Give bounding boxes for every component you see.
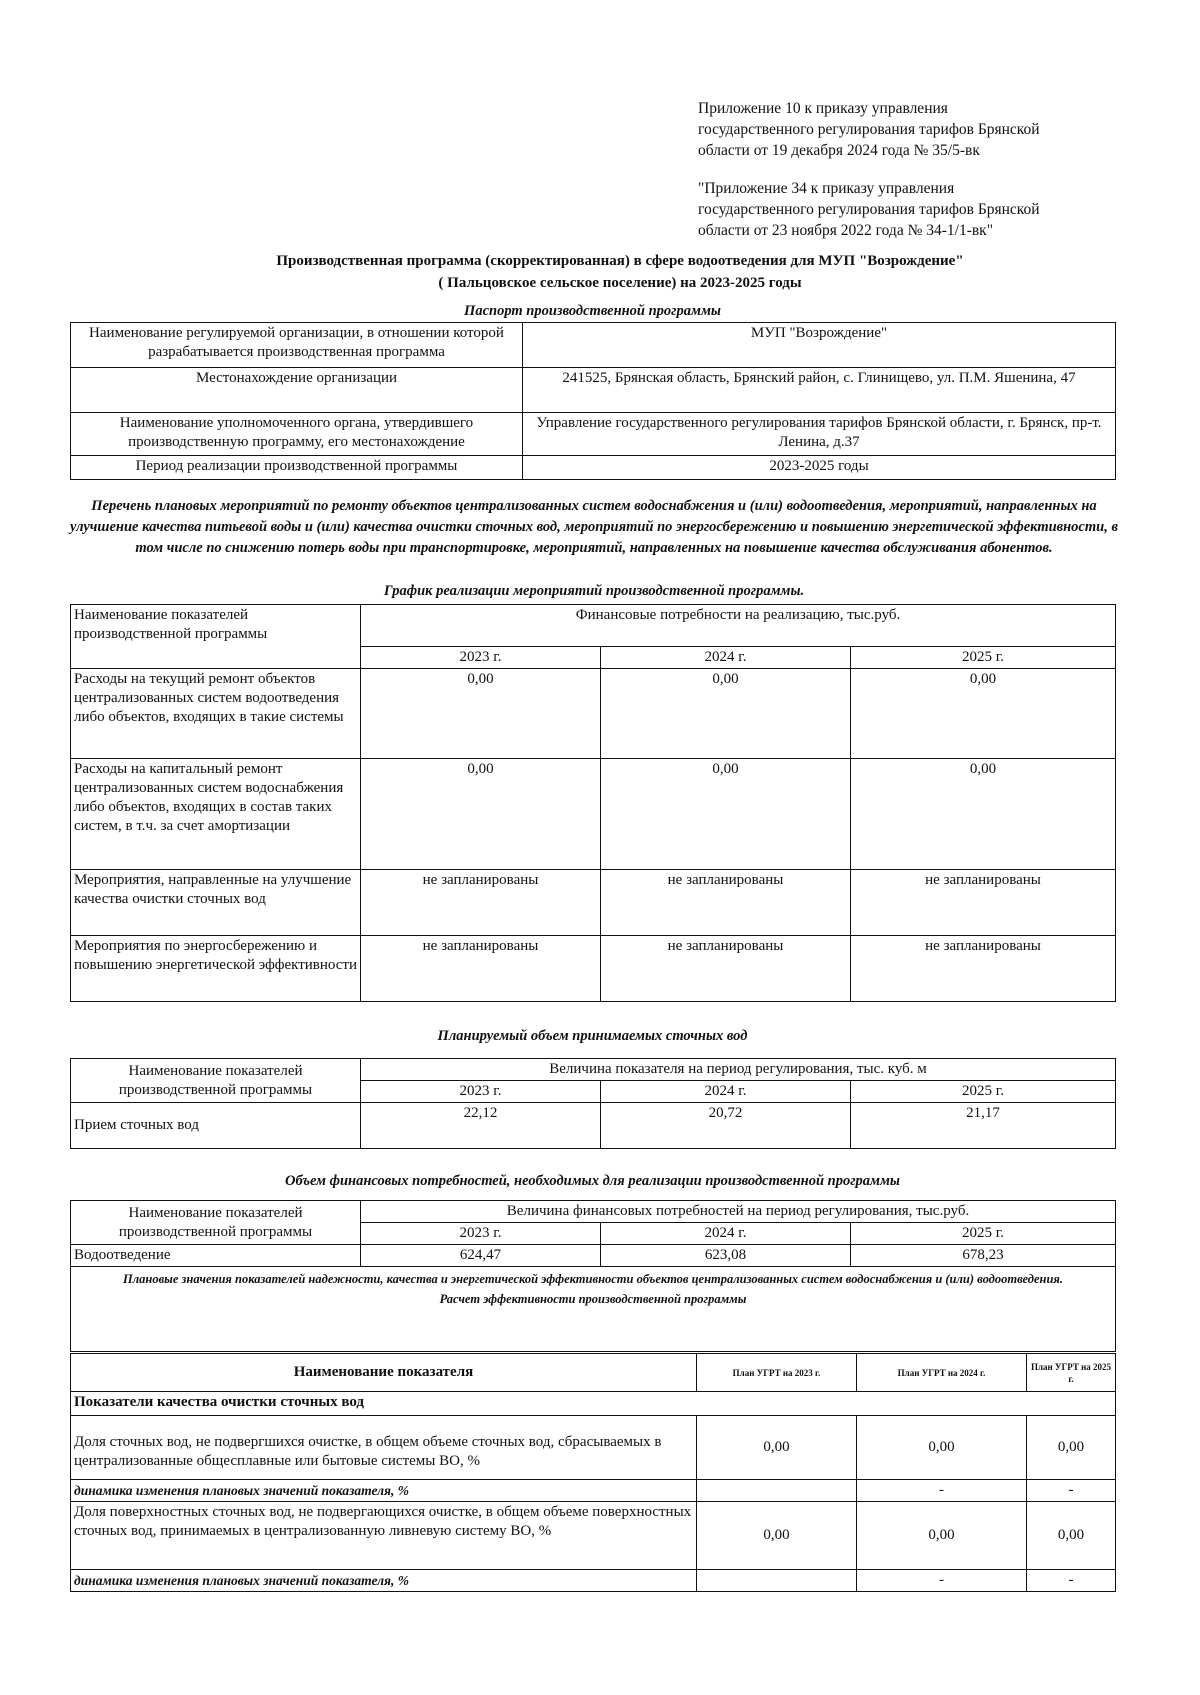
finance-cell: 678,23: [851, 1245, 1116, 1267]
appendix-34-line: государственного регулирования тарифов Брянской: [698, 201, 1040, 218]
finance-year-2025: 2025 г.: [851, 1223, 1116, 1245]
dynamics-cell: -: [857, 1480, 1027, 1502]
appendix-10-note: [698, 98, 1040, 161]
indicator-cell: 0,00: [697, 1502, 857, 1570]
passport-period-label: Период реализации производственной программы: [71, 456, 523, 480]
measures-heading: Перечень плановых мероприятий по ремонту объектов централизованных систем водоснабжения и (или) водоотведения, мероприятий, направленных на улучшение качества питьевой воды и (или) качества очистки сточных вод, мероприятий по энергосбережению и повышению энергетической эффективности, в том числе по снижению потерь воды при транспортировке, мероприятий, направленных на повышение качества обслуживания абонентов.: [70, 498, 1118, 556]
dynamics-row-label: динамика изменения плановых значений показателя, %: [71, 1480, 697, 1502]
schedule-row-label: Мероприятия, направленные на улучшение качества очистки сточных вод: [71, 870, 361, 936]
volume-cell: 20,72: [601, 1103, 851, 1149]
passport-table: [70, 322, 1116, 480]
passport-org-value: МУП "Возрождение": [523, 323, 1116, 368]
volume-table: [70, 1058, 1116, 1149]
finance-heading: Объем финансовых потребностей, необходимых для реализации производственной программы: [285, 1173, 900, 1189]
calc-heading: Расчет эффективности производственной программы: [439, 1292, 747, 1306]
volume-header-value: Величина показателя на период регулирования, тыс. куб. м: [361, 1059, 1116, 1081]
indicators-header-2024: План УГРТ на 2024 г.: [857, 1354, 1027, 1392]
indicator-cell: 0,00: [857, 1416, 1027, 1480]
schedule-table: [70, 604, 1116, 1002]
passport-location-value: 241525, Брянская область, Брянский район, с. Глинищево, ул. П.М. Яшенина, 47: [523, 368, 1116, 413]
plan-heading-cell: [71, 1267, 1116, 1352]
passport-org-label: Наименование регулируемой организации, в отношении которой разрабатывается производственная программа: [71, 323, 523, 368]
plan-heading: Плановые значения показателей надежности, качества и энергетической эффективности объектов централизованных систем водоснабжения и (или) водоотведения.: [123, 1272, 1063, 1286]
indicator-cell: 0,00: [1027, 1416, 1116, 1480]
schedule-year-2025: 2025 г.: [851, 647, 1116, 669]
finance-table: [70, 1200, 1116, 1352]
indicator-row-label: Доля поверхностных сточных вод, не подвергающихся очистке, в общем объеме поверхностных сточных вод, принимаемых в централизованную ливневую систему ВО, %: [71, 1502, 697, 1570]
passport-authority-value: Управление государственного регулирования тарифов Брянской области, г. Брянск, пр-т. Ленина, д.37: [523, 413, 1116, 456]
volume-year-2025: 2025 г.: [851, 1081, 1116, 1103]
appendix-10-line: государственного регулирования тарифов Брянской: [698, 121, 1040, 138]
schedule-cell: не запланированы: [361, 936, 601, 1002]
indicators-header-name: Наименование показателя: [71, 1354, 697, 1392]
schedule-header-name: Наименование показателей производственной программы: [71, 605, 361, 669]
passport-heading: Паспорт производственной программы: [464, 303, 721, 319]
dynamics-cell: -: [1027, 1480, 1116, 1502]
schedule-cell: не запланированы: [361, 870, 601, 936]
dynamics-cell: -: [857, 1570, 1027, 1592]
document-title-line1: Производственная программа (скорректированная) в сфере водоотведения для МУП "Возрождение": [276, 253, 964, 269]
finance-header-name: Наименование показателей производственной программы: [71, 1201, 361, 1245]
passport-authority-label: Наименование уполномоченного органа, утвердившего производственную программу, его местонахождение: [71, 413, 523, 456]
schedule-cell: 0,00: [361, 669, 601, 759]
finance-row-label: Водоотведение: [71, 1245, 361, 1267]
indicator-cell: 0,00: [1027, 1502, 1116, 1570]
volume-year-2024: 2024 г.: [601, 1081, 851, 1103]
finance-cell: 623,08: [601, 1245, 851, 1267]
indicator-cell: 0,00: [857, 1502, 1027, 1570]
indicators-header-2023: План УГРТ на 2023 г.: [697, 1354, 857, 1392]
finance-header-value: Величина финансовых потребностей на период регулирования, тыс.руб.: [361, 1201, 1116, 1223]
indicators-section-title: Показатели качества очистки сточных вод: [71, 1392, 1116, 1416]
schedule-cell: не запланированы: [851, 870, 1116, 936]
volume-cell: 21,17: [851, 1103, 1116, 1149]
schedule-year-2024: 2024 г.: [601, 647, 851, 669]
indicator-row-label: Доля сточных вод, не подвергшихся очистке, в общем объеме сточных вод, сбрасываемых в централизованные общесплавные или бытовые системы ВО, %: [71, 1416, 697, 1480]
dynamics-cell: [697, 1480, 857, 1502]
appendix-10-line: Приложение 10 к приказу управления: [698, 100, 948, 117]
document-title-line2: ( Пальцовское сельское поселение) на 2023-2025 годы: [438, 275, 802, 291]
volume-header-name: Наименование показателей производственной программы: [71, 1059, 361, 1103]
indicator-cell: 0,00: [697, 1416, 857, 1480]
passport-location-label: Местонахождение организации: [71, 368, 523, 413]
schedule-row-label: Расходы на текущий ремонт объектов централизованных систем водоотведения либо объектов, входящих в такие системы: [71, 669, 361, 759]
appendix-34-line: области от 23 ноября 2022 года № 34-1/1-вк": [698, 222, 994, 239]
schedule-cell: не запланированы: [601, 870, 851, 936]
schedule-heading: График реализации мероприятий производственной программы.: [383, 583, 805, 599]
volume-row-label: Прием сточных вод: [71, 1103, 361, 1149]
appendix-34-line: "Приложение 34 к приказу управления: [698, 180, 955, 197]
schedule-row-label: Расходы на капитальный ремонт централизованных систем водоснабжения либо объектов, входящих в состав таких систем, в т.ч. за счет амортизации: [71, 759, 361, 870]
volume-heading: Планируемый объем принимаемых сточных вод: [437, 1028, 748, 1044]
volume-cell: 22,12: [361, 1103, 601, 1149]
finance-year-2023: 2023 г.: [361, 1223, 601, 1245]
schedule-cell: 0,00: [851, 669, 1116, 759]
schedule-year-2023: 2023 г.: [361, 647, 601, 669]
appendix-10-line: области от 19 декабря 2024 года № 35/5-вк: [698, 142, 980, 159]
passport-period-value: 2023-2025 годы: [523, 456, 1116, 480]
schedule-header-finance: Финансовые потребности на реализацию, тыс.руб.: [361, 605, 1116, 647]
indicators-header-2025: План УГРТ на 2025 г.: [1027, 1354, 1116, 1392]
finance-cell: 624,47: [361, 1245, 601, 1267]
dynamics-cell: [697, 1570, 857, 1592]
finance-year-2024: 2024 г.: [601, 1223, 851, 1245]
indicators-table: [70, 1353, 1116, 1592]
schedule-cell: 0,00: [361, 759, 601, 870]
schedule-cell: 0,00: [851, 759, 1116, 870]
schedule-cell: не запланированы: [601, 936, 851, 1002]
schedule-cell: 0,00: [601, 759, 851, 870]
schedule-cell: 0,00: [601, 669, 851, 759]
dynamics-row-label: динамика изменения плановых значений показателя, %: [71, 1570, 697, 1592]
schedule-row-label: Мероприятия по энергосбережению и повышению энергетической эффективности: [71, 936, 361, 1002]
appendix-34-note: [698, 178, 1040, 241]
dynamics-cell: -: [1027, 1570, 1116, 1592]
schedule-cell: не запланированы: [851, 936, 1116, 1002]
volume-year-2023: 2023 г.: [361, 1081, 601, 1103]
